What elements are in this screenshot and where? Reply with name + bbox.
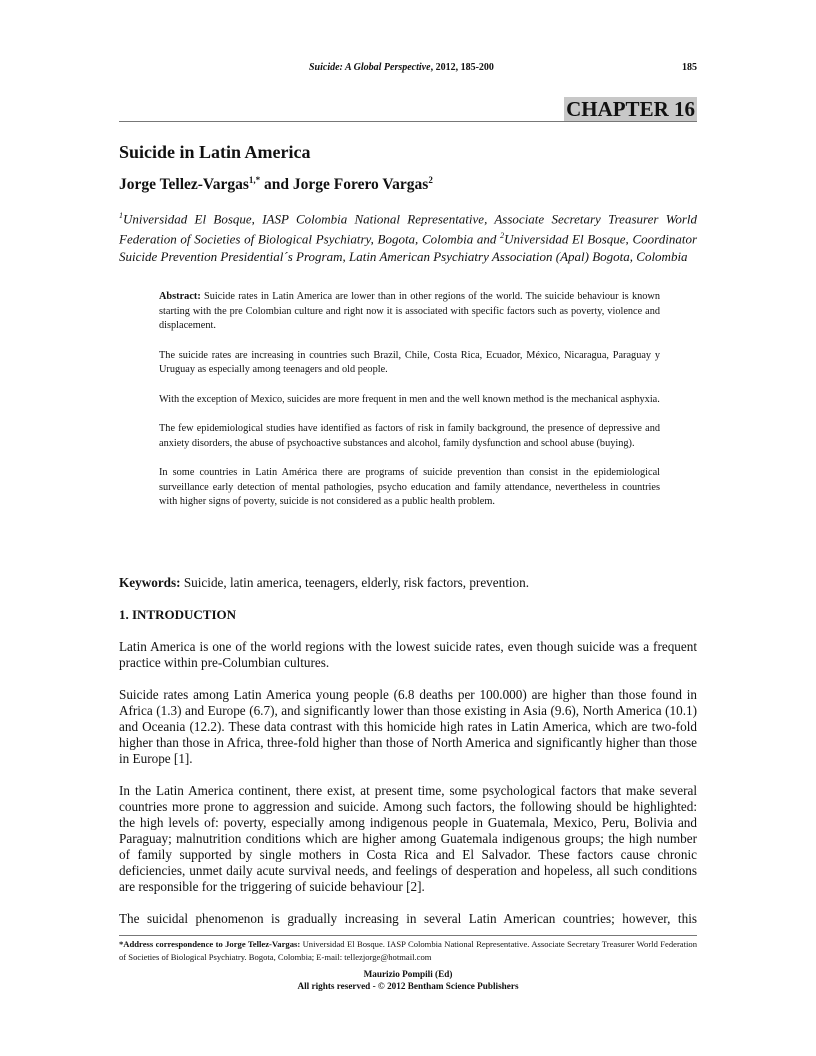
body-paragraph: Latin America is one of the world regions with the lowest suicide rates, even though suicide was a frequent practice within pre-Columbian cultures. — [119, 639, 697, 670]
abstract-paragraph: In some countries in Latin América there are programs of suicide prevention than consist in the epidemiological surveillance early detection of mental pathologies, psycho education and family attendance, nevertheless in countries with higher signs of poverty, suicide is not considered as a public health problem. — [159, 467, 660, 507]
abstract-label: Abstract: — [159, 291, 201, 302]
publisher-footer — [119, 968, 697, 992]
abstract-paragraph: Abstract: Suicide rates in Latin America are lower than in other regions of the world. The suicide behaviour is known starting with the pre Colombian culture and right now it is associated with specific factors such as poverty, violence and displacement. — [159, 291, 660, 331]
body-paragraph: Suicide rates among Latin America young people (6.8 deaths per 100.000) are higher than those found in Africa (1.3) and Europe (6.7), and significantly lower than those existing in Asia (9.6), North America (10.1) and Oceania (12.2). These data contrast with this homicide high rates in Latin America, which are two-fold higher than those in Africa, three-fold higher than those of North America and significantly higher than those in Europe [1]. — [119, 687, 697, 766]
page-number: 185 — [682, 62, 697, 73]
correspondence-footnote: *Address correspondence to Jorge Tellez-Vargas: Universidad El Bosque. IASP Colombia National Representative. Associate Secretary Treasurer World Federation of Societies of Biological Psychiatry. Bogota, Colombia; E-mail: tellezjorge@hotmail.com — [119, 939, 697, 962]
body-paragraph: In the Latin America continent, there exist, at present time, some psychological factors that make several countries more prone to aggression and suicide. Among such factors, the following should be highlighted: the high levels of: poverty, especially among indigenous people in Guatemala, Mexico, Peru, Bolivia and Paraguay; malnutrition conditions which are higher among Guatemala indigenous groups; the high number of family supported by single mothers in Costa Rica and El Salvador. These factors cause chronic deficiencies, unmet daily acute survival needs, and feelings of desperation and hopeless, all such conditions are responsible for the triggering of suicide behaviour [2]. — [119, 783, 697, 894]
article-title: Suicide in Latin America — [119, 142, 311, 162]
footnote-divider — [119, 935, 697, 936]
author-affiliation-mark: 2 — [428, 175, 433, 185]
affiliations: $^1$Universidad El Bosque, IASP Colombia National Representative, Associate Secretary Treasurer World Federation of Societies of Biological Psychiatry, Bogota, Colombia and $^2$Universidad El Bosque, Coordinator Suicide Prevention Presidential´s Program, Latin American Psychiatry Association (Apal) Bogota, Colombia — [119, 211, 697, 264]
body-text — [119, 575, 697, 943]
copyright-line: All rights reserved - © 2012 Bentham Science Publishers — [297, 981, 519, 991]
author-affiliation-mark: 1,* — [248, 175, 261, 185]
journal-citation: Suicide: A Global Perspective, 2012, 185-200 — [309, 62, 494, 73]
chapter-divider — [119, 121, 697, 122]
abstract — [159, 290, 660, 525]
section-heading: 1. INTRODUCTION — [119, 607, 237, 622]
author-list: Jorge Tellez-Vargas$^{1,*}$ and Jorge Forero Vargas$^2$ — [119, 175, 433, 194]
abstract-paragraph: The few epidemiological studies have identified as factors of risk in family background, the presence of depressive and anxiety disorders, the abuse of psychoactive substances and alcohol, family dysfunction and school abuse (buying). — [159, 423, 660, 449]
abstract-paragraph: The suicide rates are increasing in countries such Brazil, Chile, Costa Rica, Ecuador, México, Nicaragua, Paraguay y Uruguay as especially among teenagers and old people. — [159, 349, 660, 375]
abstract-paragraph: With the exception of Mexico, suicides are more frequent in men and the well known method is the mechanical asphyxia. — [159, 393, 660, 405]
body-paragraph: The suicidal phenomenon is gradually increasing in several Latin American countries; however, this — [119, 911, 697, 926]
editor-line: Maurizio Pompili (Ed) — [363, 969, 453, 979]
author-name: Jorge Tellez-Vargas — [119, 176, 249, 194]
chapter-label: CHAPTER 16 — [566, 97, 695, 121]
keywords-label: Keywords: — [119, 575, 181, 590]
keywords: Keywords: Suicide, latin america, teenagers, elderly, risk factors, prevention. — [119, 575, 530, 590]
author-name: Jorge Forero Vargas — [292, 176, 429, 194]
